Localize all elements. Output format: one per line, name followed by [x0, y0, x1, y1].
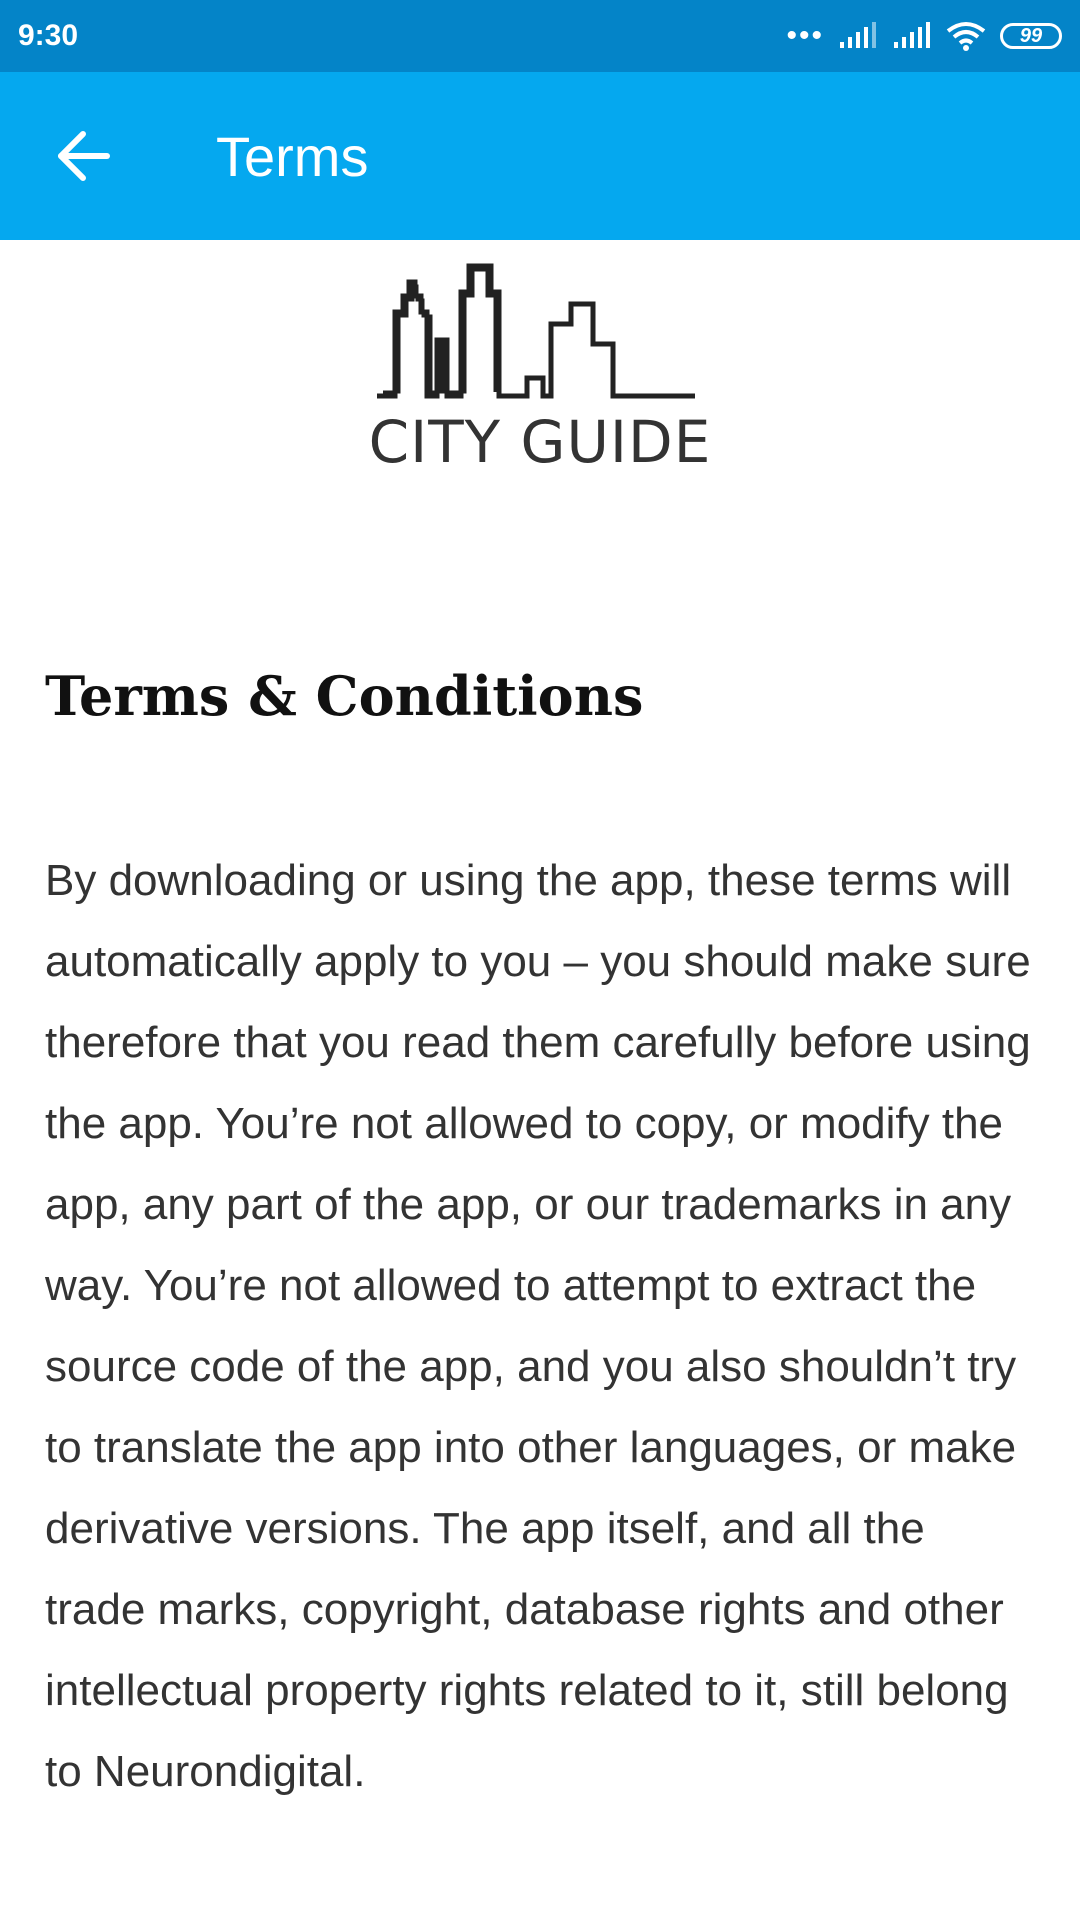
battery-icon — [1000, 23, 1062, 49]
terms-content — [45, 640, 1035, 1812]
wifi-icon — [946, 21, 986, 51]
status-time: 9:30 — [18, 19, 79, 52]
status-bar — [0, 0, 1080, 72]
city-skyline-icon — [375, 262, 705, 402]
battery-level: 99 — [1019, 24, 1043, 47]
arrow-left-icon — [55, 130, 111, 182]
more-notifications-icon: ••• — [786, 19, 824, 52]
terms-heading: Terms & Conditions — [45, 664, 644, 728]
back-button[interactable] — [28, 101, 138, 211]
terms-body: By downloading or using the app, these terms will automatically apply to you – you should make sure therefore that you read them carefully before using the app. You’re not allowed to copy, or modify the app, any part of the app, or our trademarks in any way. You’re not allowed to attempt to extract the source code of the app, and you also shouldn’t try to translate the app into other languages, or make derivative versions. The app itself, and all the trade marks, copyright, database rights and other intellectual property rights related to it, still belong to Neurondigital. — [45, 856, 1031, 1796]
app-bar — [0, 72, 1080, 240]
signal-icon — [892, 22, 932, 50]
status-icons — [786, 21, 1062, 51]
signal-icon — [838, 22, 878, 50]
logo-text: CITY GUIDE — [368, 408, 712, 476]
page-title: Terms — [216, 124, 369, 188]
app-logo — [0, 262, 1080, 476]
